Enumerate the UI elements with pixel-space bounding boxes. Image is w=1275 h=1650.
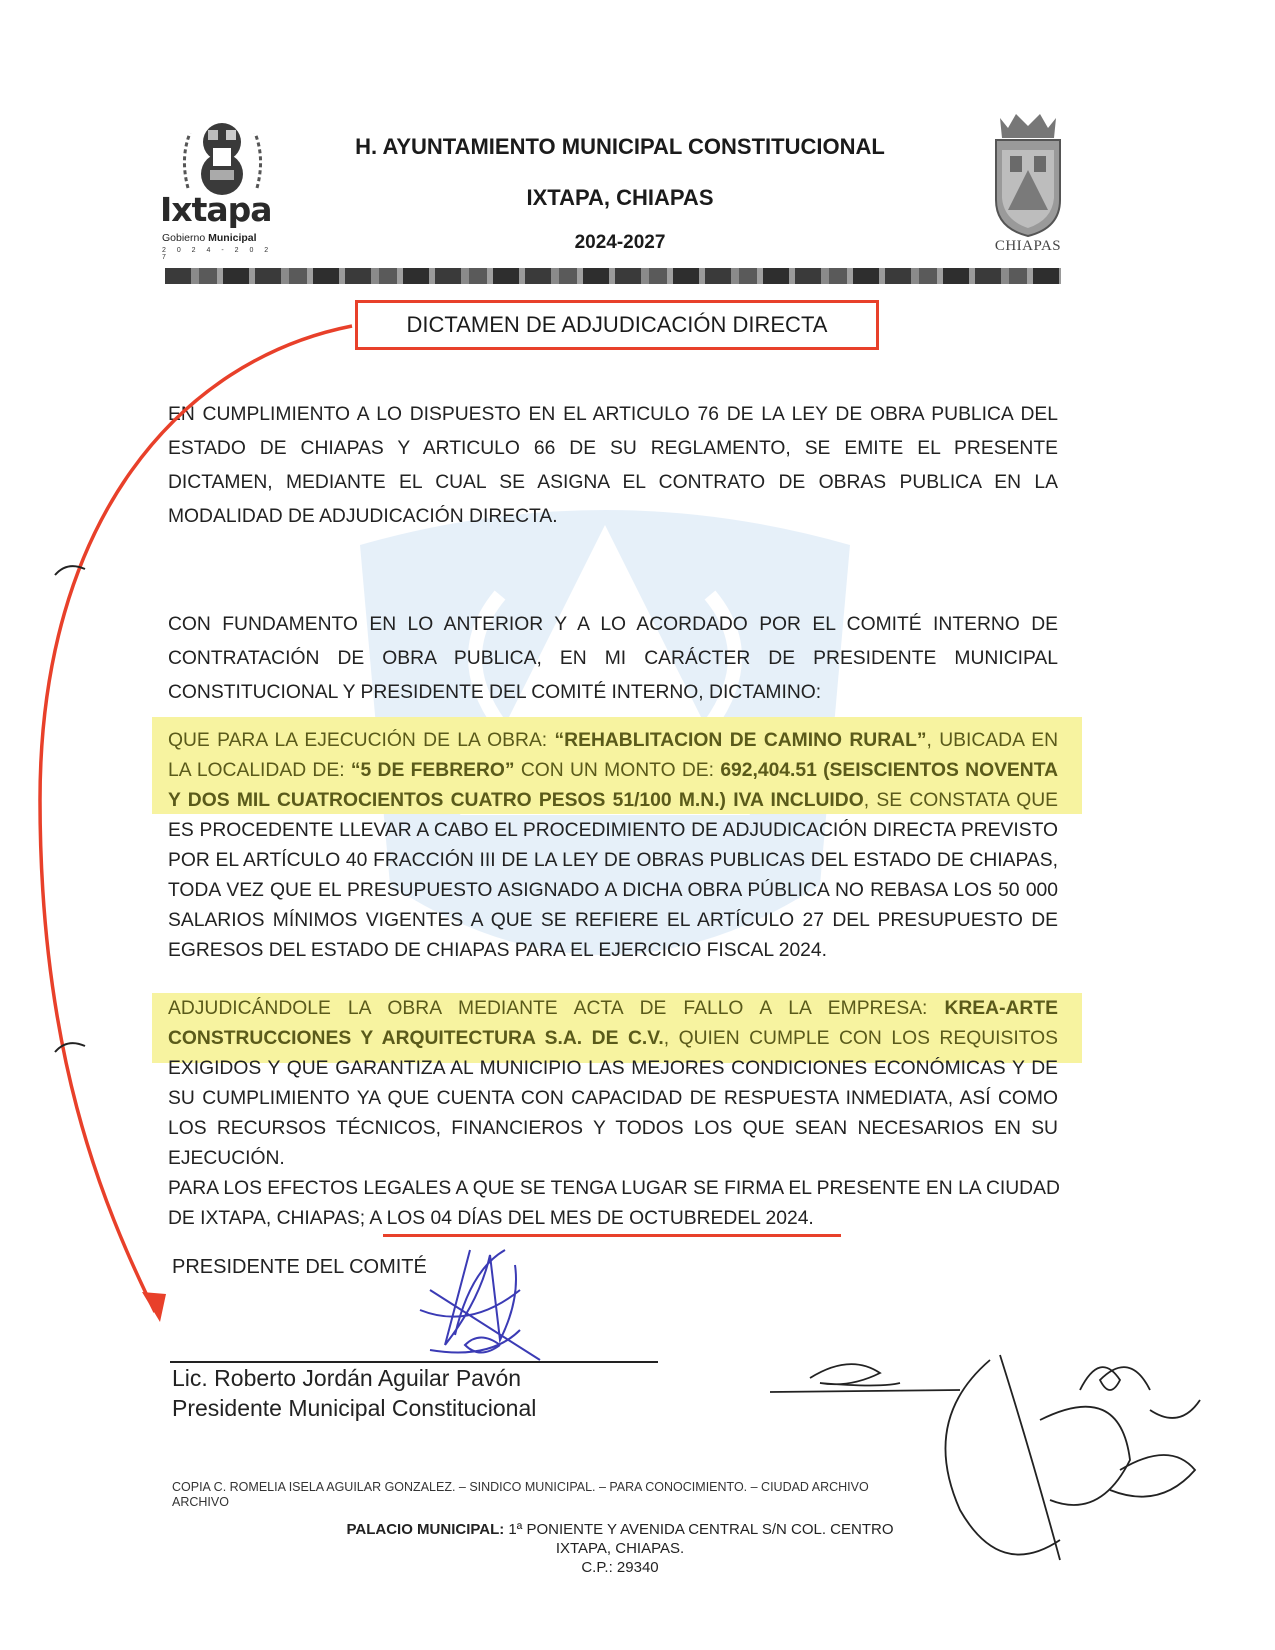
logo-subtitle: Gobierno Municipal — [162, 232, 257, 244]
signer-role: PRESIDENTE DEL COMITÉ — [172, 1256, 427, 1278]
logo-brand-text: Ixtapa — [160, 190, 272, 229]
logo-years: 2 0 2 4 - 2 0 2 7 — [162, 247, 273, 261]
header-title: H. AYUNTAMIENTO MUNICIPAL CONSTITUCIONAL — [355, 134, 885, 159]
coat-of-arms-label: CHIAPAS — [994, 238, 1062, 254]
text-line: EXIGIDOS Y QUE GARANTIZA AL MUNICIPIO LAS MEJORES CONDICIONES ECONÓMICAS Y DE — [168, 1058, 1058, 1079]
text-line: CONSTITUCIONAL Y PRESIDENTE DEL COMITÉ INTERNO, DICTAMINO: — [168, 682, 822, 703]
text-line: LOS RECURSOS TÉCNICOS, FINANCIEROS Y TODOS LOS QUE SEAN NECESARIOS EN SU — [168, 1118, 1058, 1139]
monto: 692,404.51 (SEISCIENTOS NOVENTA — [720, 760, 1058, 781]
text-line: ESTADO DE CHIAPAS Y ARTICULO 66 DE SU REGLAMENTO, SE EMITE EL PRESENTE — [168, 438, 1058, 459]
text-line: ADJUDICÁNDOLE LA OBRA MEDIANTE ACTA DE FALLO A LA EMPRESA: KREA-ARTE — [168, 998, 1058, 1019]
localidad: “5 DE FEBRERO” — [350, 760, 515, 781]
arrow-head-icon — [142, 1292, 166, 1322]
signer-title: Presidente Municipal Constitucional — [172, 1395, 537, 1421]
text-line: SALARIOS MÍNIMOS VIGENTES A QUE SE REFIERE EL ARTÍCULO 27 DEL PRESUPUESTO DE — [168, 910, 1058, 931]
empresa-name: KREA-ARTE — [944, 998, 1058, 1019]
text-line: EN CUMPLIMIENTO A LO DISPUESTO EN EL ARTICULO 76 DE LA LEY DE OBRA PUBLICA DEL — [168, 404, 1058, 425]
text-line: LA LOCALIDAD DE: “5 DE FEBRERO” CON UN MONTO DE: 692,404.51 (SEISCIENTOS NOVENTA — [168, 760, 1058, 781]
document-title: DICTAMEN DE ADJUDICACIÓN DIRECTA — [355, 300, 879, 350]
signer-name: Lic. Roberto Jordán Aguilar Pavón — [172, 1365, 522, 1391]
obra-name: “REHABLITACION DE CAMINO RURAL” — [554, 730, 927, 751]
text-line: POR EL ARTÍCULO 40 FRACCIÓN III DE LA LEY DE OBRAS PUBLICAS DEL ESTADO DE CHIAPAS, — [168, 850, 1058, 871]
text-line: ES PROCEDENTE LLEVAR A CABO EL PROCEDIMIENTO DE ADJUDICACIÓN DIRECTA PREVISTO — [168, 820, 1058, 841]
text-line: DICTAMEN, MEDIANTE EL CUAL SE ASIGNA EL CONTRATO DE OBRAS PUBLICA EN LA — [168, 472, 1058, 493]
date-underline-annotation — [383, 1234, 841, 1237]
paragraph-fundamento-legal — [168, 398, 1058, 534]
header-location: IXTAPA, CHIAPAS — [526, 185, 714, 210]
copia-note: COPIA C. ROMELIA ISELA AGUILAR GONZALEZ. – SINDICO MUNICIPAL. – PARA CONOCIMIENTO. – CIUDAD ARCHIVO ARCHIVO — [172, 1480, 869, 1509]
header-divider — [165, 268, 1061, 284]
footer-address: PALACIO MUNICIPAL: 1ª PONIENTE Y AVENIDA CENTRAL S/N COL. CENTRO IXTAPA, CHIAPAS. C.P.: 29340 — [346, 1521, 894, 1576]
text-line: Y DOS MIL CUATROCIENTOS CUATRO PESOS 51/100 M.N.) IVA INCLUIDO, SE CONSTATA QUE — [168, 790, 1058, 811]
coat-of-arms-icon — [988, 110, 1068, 238]
text-line: MODALIDAD DE ADJUDICACIÓN DIRECTA. — [168, 506, 558, 527]
text-line-fecha: DE IXTAPA, CHIAPAS; A LOS 04 DÍAS DEL MES DE OCTUBREDEL 2024. — [168, 1208, 814, 1229]
paragraph-obra-detalle — [168, 726, 1058, 966]
punch-hole-mark — [55, 1043, 85, 1052]
chiapas-coat-of-arms — [988, 110, 1068, 260]
text-line: SU CUMPLIMIENTO YA QUE CUENTA CON CAPACIDAD DE RESPUESTA INMEDIATA, ASÍ COMO — [168, 1088, 1058, 1109]
punch-hole-mark — [55, 566, 85, 575]
text-line: CONTRATACIÓN DE OBRA PUBLICA, EN MI CARÁCTER DE PRESIDENTE MUNICIPAL — [168, 648, 1058, 669]
paragraph-dictamino — [168, 608, 1058, 710]
text-line: EGRESOS DEL ESTADO DE CHIAPAS PARA EL EJERCICIO FISCAL 2024. — [168, 940, 827, 961]
text-line: EJECUCIÓN. — [168, 1148, 285, 1169]
header-period: 2024-2027 — [574, 232, 666, 253]
text-line: CONSTRUCCIONES Y ARQUITECTURA S.A. DE C.V., QUIEN CUMPLE CON LOS REQUISITOS — [168, 1028, 1059, 1049]
text-line: QUE PARA LA EJECUCIÓN DE LA OBRA: “REHABLITACION DE CAMINO RURAL”, UBICADA EN — [168, 730, 1058, 751]
text-line: CON FUNDAMENTO EN LO ANTERIOR Y A LO ACORDADO POR EL COMITÉ INTERNO DE — [168, 614, 1058, 635]
text-line: TODA VEZ QUE EL PRESUPUESTO ASIGNADO A DICHA OBRA PÚBLICA NO REBASA LOS 50 000 — [168, 880, 1058, 901]
paragraph-adjudicacion — [168, 994, 1058, 1234]
text-line: PARA LOS EFECTOS LEGALES A QUE SE TENGA LUGAR SE FIRMA EL PRESENTE EN LA CIUDAD — [168, 1178, 1060, 1199]
president-signature — [420, 1250, 540, 1360]
signature-line — [170, 1361, 658, 1363]
